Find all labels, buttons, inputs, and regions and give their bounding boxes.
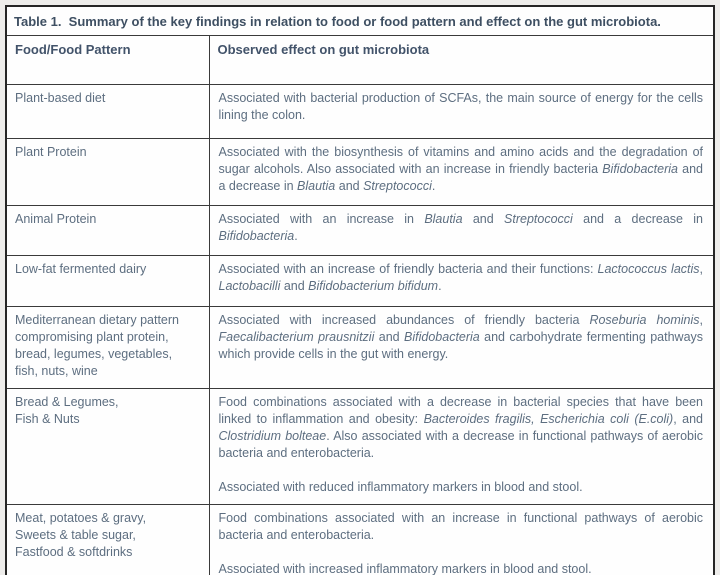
food-pattern-line: compromising plant protein, (15, 330, 169, 344)
observed-effect-paragraph: Associated with reduced inflammatory markers in blood and stool. (218, 480, 583, 494)
food-pattern-cell (6, 307, 209, 389)
observed-effect-cell (209, 307, 714, 389)
observed-effect-cell (209, 256, 714, 307)
table-body (6, 85, 714, 575)
column-header-food-pattern: Food/Food Pattern (6, 36, 209, 85)
table-row (6, 256, 714, 307)
table-title: Table 1. Summary of the key findings in relation to food or food pattern and effect on the gut microbiota. (6, 6, 714, 36)
food-pattern-cell (6, 389, 209, 505)
table-title-row (6, 6, 714, 36)
food-pattern-line: Sweets & table sugar, (15, 528, 136, 542)
observed-effect-paragraph: Associated with bacterial production of SCFAs, the main source of energy for the cells lining the colon. (218, 91, 704, 122)
food-pattern-line: Animal Protein (15, 212, 97, 226)
food-pattern-cell (6, 256, 209, 307)
column-header-observed-effect: Observed effect on gut microbiota (209, 36, 714, 85)
observed-effect-cell (209, 389, 714, 505)
food-pattern-line: Fish & Nuts (15, 412, 80, 426)
observed-effect-cell (209, 139, 714, 206)
table-row (6, 389, 714, 505)
table-row (6, 206, 714, 256)
food-pattern-line: Low-fat fermented dairy (15, 262, 147, 276)
food-pattern-line: Fastfood & softdrinks (15, 545, 133, 559)
food-pattern-line: Mediterranean dietary pattern (15, 313, 179, 327)
table-head (6, 6, 714, 85)
observed-effect-paragraph: Food combinations associated with a decrease in bacterial species that have been linked to inflammation and obesity: Bacteroides fragilis, Escherichia coli (E.coli), and Clostridium bolteae. Also associated with a decrease in functional pathways of aerobic bacteria and enterobacteria. (218, 395, 704, 460)
table-row (6, 505, 714, 575)
observed-effect-cell (209, 505, 714, 575)
observed-effect-paragraph: Associated with an increase in Blautia and Streptococci and a decrease in Bifidobacteria. (218, 212, 704, 243)
table-row (6, 85, 714, 139)
food-pattern-cell (6, 206, 209, 256)
food-pattern-line: fish, nuts, wine (15, 364, 98, 378)
food-pattern-line: Plant-based diet (15, 91, 106, 105)
food-pattern-line: Plant Protein (15, 145, 87, 159)
food-pattern-cell (6, 85, 209, 139)
food-pattern-cell (6, 505, 209, 575)
observed-effect-cell (209, 206, 714, 256)
food-pattern-line: Bread & Legumes, (15, 395, 119, 409)
observed-effect-paragraph: Food combinations associated with an increase in functional pathways of aerobic bacteria and enterobacteria. (218, 511, 704, 542)
table-header-row (6, 36, 714, 85)
observed-effect-paragraph: Associated with increased inflammatory markers in blood and stool. (218, 562, 592, 575)
summary-table (5, 5, 715, 575)
observed-effect-paragraph: Associated with increased abundances of friendly bacteria Roseburia hominis, Faecalibacterium prausnitzii and Bifidobacteria and carbohydrate fermenting pathways which provide cells in the gut with energy. (218, 313, 704, 361)
table-row (6, 307, 714, 389)
food-pattern-line: bread, legumes, vegetables, (15, 347, 173, 361)
observed-effect-paragraph: Associated with the biosynthesis of vitamins and amino acids and the degradation of sugar alcohols. Also associated with an increase in friendly bacteria Bifidobacteria and a decrease in Blautia and Streptococci. (218, 145, 704, 193)
table-row (6, 139, 714, 206)
food-pattern-line: Meat, potatoes & gravy, (15, 511, 147, 525)
observed-effect-paragraph: Associated with an increase of friendly bacteria and their functions: Lactococcus lactis, Lactobacilli and Bifidobacterium bifidum. (218, 262, 704, 293)
observed-effect-cell (209, 85, 714, 139)
food-pattern-cell (6, 139, 209, 206)
